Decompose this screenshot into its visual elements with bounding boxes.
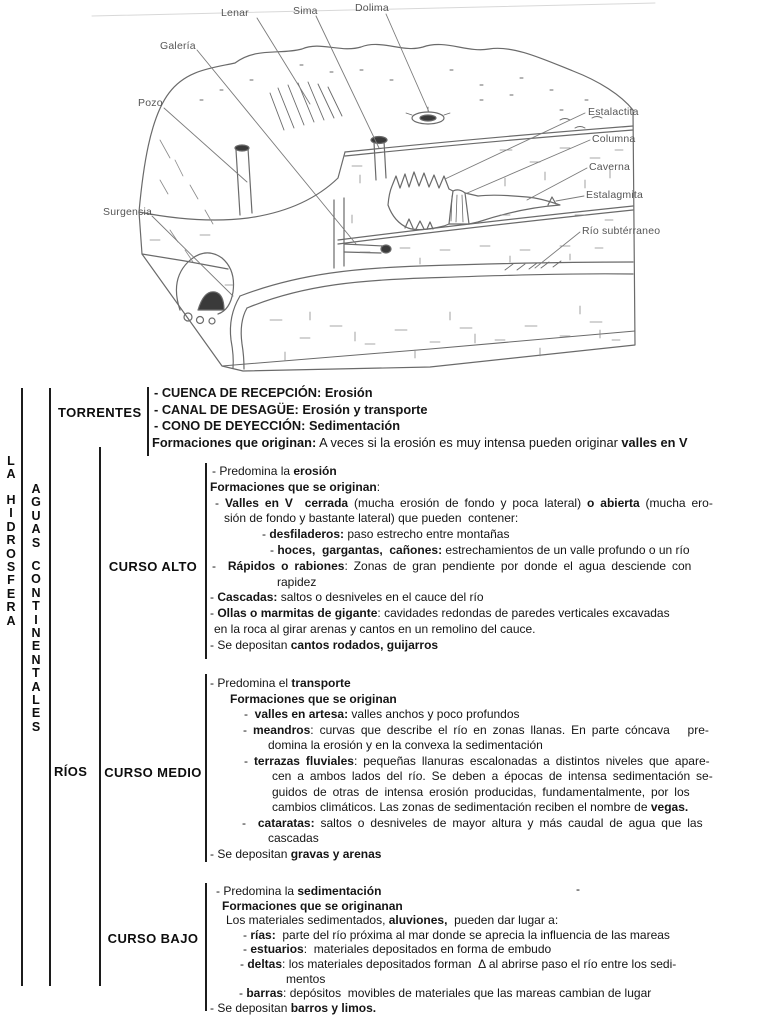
diagram-label-caverna: Caverna <box>589 161 631 173</box>
text-line: - CONO DE DEYECCIÓN: Sedimentación <box>154 418 401 434</box>
text-line: - CUENCA DE RECEPCIÓN: Erosión <box>154 385 373 400</box>
diagram-label-sima: Sima <box>293 5 318 17</box>
text-line: en la roca al girar arenas y cantos en un remolino del cauce. <box>214 621 536 636</box>
rule-curso-bajo-content <box>205 883 207 1011</box>
vertical-letter: I <box>34 612 38 627</box>
text-line: - Rápidos o rabiones: Zonas de gran pendiente por donde el agua desciende con <box>212 558 692 573</box>
torrentes-content <box>152 385 766 451</box>
diagram-label-estalagmita: Estalagmita <box>586 189 644 201</box>
text-line: Formaciones que se originan: <box>210 479 381 494</box>
text-line: Los materiales sedimentados, aluviones, pueden dar lugar a: <box>226 913 559 928</box>
text-line: - Cascadas: saltos o desniveles en el cauce del río <box>210 590 484 605</box>
curso-medio-content <box>210 676 766 862</box>
text-line: - valles en artesa: valles anchos y poco profundos <box>244 707 520 721</box>
vertical-letter: A <box>31 522 41 537</box>
diagram-label-estalactita: Estalactita <box>588 106 639 118</box>
vertical-letter: H <box>6 493 16 507</box>
vertical-letter: T <box>32 599 40 614</box>
stray-dash: - <box>576 882 580 896</box>
vertical-letter: S <box>6 560 16 575</box>
text-line: - rías: parte del río próxima al mar donde se aprecia la influencia de las mareas <box>243 927 670 942</box>
vertical-letter: R <box>6 533 16 548</box>
rule-aguas <box>49 388 51 986</box>
vertical-letter: T <box>32 666 40 681</box>
text-line: - meandros: curvas que describe el río en zonas llanas. En parte cóncava pre- <box>243 722 709 737</box>
vertical-letter: O <box>6 546 16 561</box>
curso-alto-content <box>210 464 766 654</box>
vertical-letter: D <box>6 519 16 534</box>
text-line: - Predomina la erosión <box>212 464 337 478</box>
text-line: - barras: depósitos movibles de materiales que las mareas cambian de lugar <box>239 986 652 1001</box>
vertical-letter: O <box>31 572 41 587</box>
vertical-letter: N <box>31 626 41 641</box>
row-header-rios: RÍOS <box>54 764 88 779</box>
vertical-letter: A <box>6 613 16 628</box>
text-line: - cataratas: saltos o desniveles de mayor altura y más caudal de agua que las <box>242 815 703 830</box>
text-line: - estuarios: materiales depositados en forma de embudo <box>243 942 552 957</box>
text-line: - Predomina el transporte <box>210 676 351 690</box>
text-line: cen a ambos lados del río. Se deben a épocas de intensa sedimentación se- <box>272 769 713 783</box>
rule-curso-medio-content <box>205 674 207 862</box>
vertical-letter: U <box>31 508 41 523</box>
vertical-letter: N <box>31 585 41 600</box>
vertical-letter: I <box>9 506 13 521</box>
rule-curso-alto-content <box>205 463 207 659</box>
karst-block-diagram <box>0 0 768 380</box>
diagram-label-galeria: Galería <box>160 40 196 52</box>
text-line: - Se depositan barros y limos. <box>210 1000 377 1015</box>
text-line: - Ollas o marmitas de gigante: cavidades redondas de paredes verticales excavadas <box>210 606 670 621</box>
vertical-letter: N <box>31 652 41 667</box>
row-header-curso-medio: CURSO MEDIO <box>104 765 202 780</box>
text-line: Formaciones que se originanan <box>222 898 403 913</box>
text-line: cascadas <box>268 831 319 845</box>
curso-bajo-content <box>210 884 766 1015</box>
vertical-letter: F <box>7 573 15 588</box>
vertical-letter: S <box>31 535 41 550</box>
vertical-letter: E <box>6 586 16 601</box>
text-line: - Se depositan gravas y arenas <box>210 846 382 861</box>
diagram-label-dolima: Dolima <box>355 2 389 14</box>
diagram-label-lenar: Lenar <box>221 7 249 19</box>
text-line: domina la erosión y en la convexa la sedimentación <box>268 738 543 752</box>
text-line: Formaciones que se originan <box>230 691 397 706</box>
diagram-label-rio-subterraneo: Río subtérraneo <box>582 225 661 237</box>
text-line: guidos de otras de intensa erosión producidas, fundamentalmente, por los <box>272 784 690 799</box>
text-line: - CANAL DE DESAGÜE: Erosión y transporte <box>154 401 428 417</box>
text-line: cambios climáticos. Las zonas de sedimentación reciben el nombre de vegas. <box>272 800 689 814</box>
text-line: - desfiladeros: paso estrecho entre montañas <box>262 527 510 542</box>
text-line: - hoces, gargantas, cañones: estrechamientos de un valle profundo o un río <box>270 542 690 557</box>
text-line: Formaciones que originan: A veces si la erosión es muy intensa pueden originar valles en V <box>152 434 688 450</box>
row-header-curso-alto: CURSO ALTO <box>108 559 198 574</box>
text-line: sión de fondo y bastante lateral) que pueden contener: <box>224 511 519 526</box>
text-line: rapidez <box>277 574 317 589</box>
vertical-letter: E <box>31 639 41 654</box>
header-continentales <box>24 560 48 734</box>
text-line: mentos <box>286 971 326 986</box>
vertical-letter: A <box>31 679 41 694</box>
diagram-label-pozo: Pozo <box>138 97 163 109</box>
vertical-letter: G <box>31 495 41 510</box>
vertical-letter: A <box>31 482 41 496</box>
vertical-letter: E <box>31 706 41 721</box>
text-line: - Se depositan cantos rodados, guijarros <box>210 637 439 652</box>
vertical-letter: R <box>6 600 16 615</box>
header-la <box>0 455 22 482</box>
text-line: - deltas: los materiales depositados forman Δ al abrirse paso el río entre los sedi- <box>240 956 677 971</box>
vertical-letter: L <box>32 693 40 708</box>
vertical-letter: A <box>6 467 16 482</box>
diagram-label-surgencia: Surgencia <box>103 206 153 218</box>
vertical-letter: S <box>31 719 41 734</box>
vertical-letter: C <box>31 559 41 573</box>
row-header-torrentes: TORRENTES <box>58 405 142 420</box>
text-line: - Valles en V cerrada (mucha erosión de fondo y poca lateral) o abierta (mucha ero- <box>215 495 713 510</box>
text-line: - terrazas fluviales: pequeñas llanuras escalonadas a distintos niveles que apare- <box>244 753 710 768</box>
header-hidrosfera <box>0 494 22 628</box>
rule-rios <box>99 447 101 986</box>
header-aguas <box>24 483 48 550</box>
diagram-label-columna: Columna <box>592 133 636 145</box>
text-line: - Predomina la sedimentación <box>216 884 382 898</box>
vertical-letter: L <box>7 454 15 468</box>
row-header-curso-bajo: CURSO BAJO <box>107 931 199 946</box>
rule-torrentes-content <box>147 387 149 456</box>
